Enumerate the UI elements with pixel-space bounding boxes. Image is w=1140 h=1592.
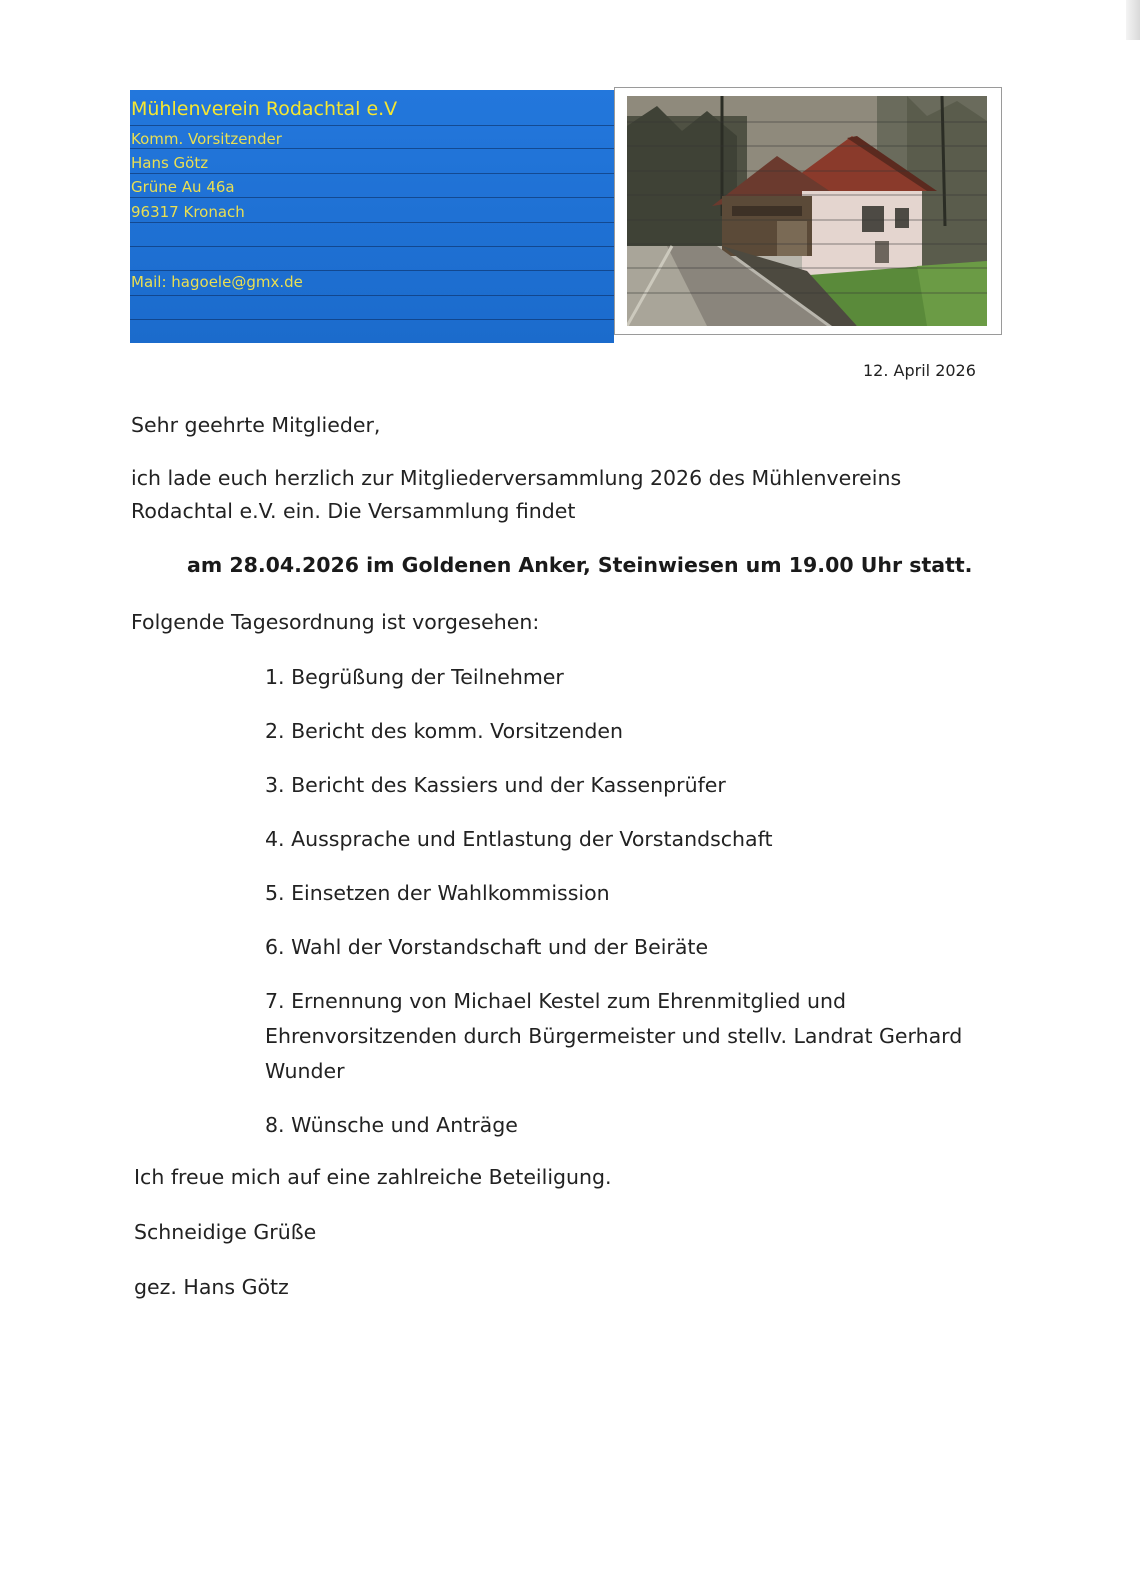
agenda-item: 5. Einsetzen der Wahlkommission [265, 881, 610, 905]
org-role: Komm. Vorsitzender [131, 130, 282, 148]
agenda-item: 1. Begrüßung der Teilnehmer [265, 665, 564, 689]
org-street: Grüne Au 46a [131, 178, 235, 196]
scan-edge [1126, 0, 1140, 40]
agenda-intro: Folgende Tagesordnung ist vorgesehen: [131, 610, 540, 634]
org-mail: Mail: hagoele@gmx.de [131, 273, 303, 291]
agenda-item: 7. Ernennung von Michael Kestel zum Ehrenmitglied und Ehrenvorsitzenden durch Bürgermeister und stellv. Landrat Gerhard Wunder [265, 989, 963, 1083]
salutation: Sehr geehrte Mitglieder, [131, 413, 381, 437]
org-person: Hans Götz [131, 154, 209, 172]
letter-date: 12. April 2026 [863, 361, 976, 380]
agenda-item: 6. Wahl der Vorstandschaft und der Beiräte [265, 935, 709, 959]
mill-photo-frame [614, 87, 1002, 335]
agenda-item: 2. Bericht des komm. Vorsitzenden [265, 719, 623, 743]
agenda-item: 8. Wünsche und Anträge [265, 1113, 518, 1137]
letterhead-box [130, 90, 614, 343]
mill-photo-icon [627, 96, 987, 326]
signature: gez. Hans Götz [134, 1275, 289, 1299]
org-name: Mühlenverein Rodachtal e.V [131, 98, 398, 120]
agenda-list [265, 660, 985, 1162]
meeting-details: am 28.04.2026 im Goldenen Anker, Steinwiesen um 19.00 Uhr statt. [187, 553, 973, 577]
agenda-item: 4. Aussprache und Entlastung der Vorstandschaft [265, 827, 773, 851]
closing-line: Ich freue mich auf eine zahlreiche Beteiligung. [134, 1165, 612, 1189]
closing-greeting: Schneidige Grüße [134, 1220, 317, 1244]
org-city: 96317 Kronach [131, 203, 245, 221]
intro-paragraph: ich lade euch herzlich zur Mitgliederversammlung 2026 des Mühlenvereins Rodachtal e.V. ein. Die Versammlung findet [131, 466, 902, 523]
agenda-item: 3. Bericht des Kassiers und der Kassenprüfer [265, 773, 726, 797]
